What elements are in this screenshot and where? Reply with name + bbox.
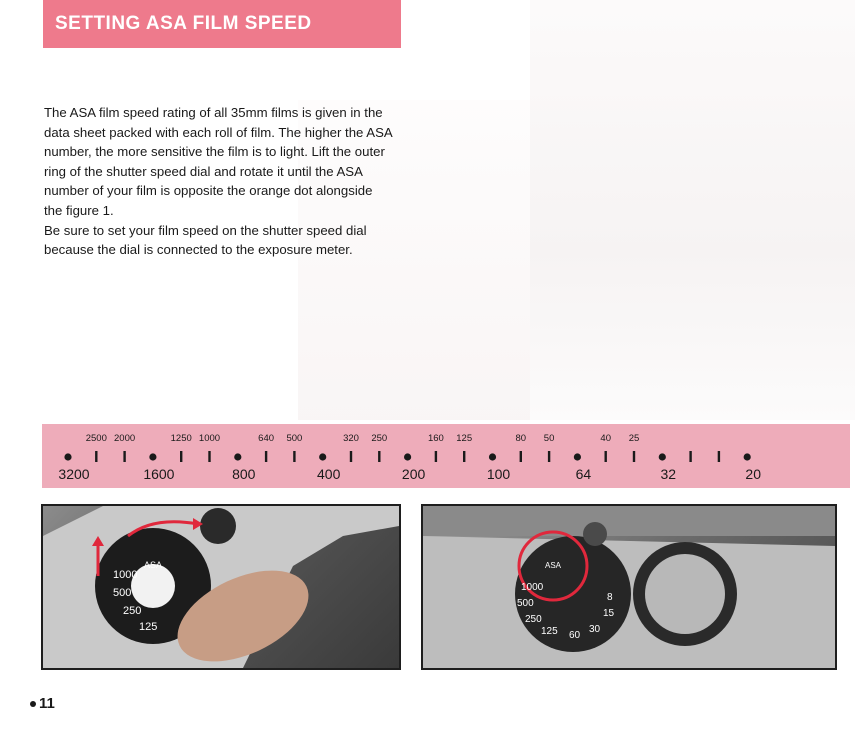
dial-center: [131, 564, 175, 608]
scale-top-label: 250: [371, 433, 388, 444]
dial-label-15: 15: [603, 608, 615, 619]
hot-shoe-contact: [583, 522, 607, 546]
dial-label-8: 8: [607, 592, 613, 603]
body-text: [44, 103, 394, 260]
dial-label-1000: 1000: [521, 582, 544, 593]
asa-scale: [42, 424, 850, 488]
dial-label-30: 30: [589, 624, 601, 635]
page-title: SETTING ASA FILM SPEED: [55, 13, 312, 34]
scale-top-label: 320: [343, 433, 359, 444]
scale-bar-mark: [520, 451, 522, 462]
scale-bar-mark: [605, 451, 607, 462]
scale-bar-mark: [435, 451, 437, 462]
scale-top-label: 125: [456, 433, 473, 444]
scale-bar-mark: [548, 451, 550, 462]
scale-top-label: 2500: [85, 433, 107, 444]
dial-label-250: 250: [525, 614, 542, 625]
scale-bar-mark: [123, 451, 125, 462]
paragraph-2: Be sure to set your film speed on the shutter speed dial because the dial is connected to the exposure meter.: [44, 222, 367, 258]
scale-top-label: 40: [600, 433, 611, 444]
scale-bar-mark: [718, 451, 720, 462]
scale-bar-mark: [95, 451, 97, 462]
scale-dot-mark: [234, 453, 241, 460]
scale-dot-mark: [404, 453, 411, 460]
dial-label-60: 60: [569, 630, 581, 641]
scale-bar-mark: [293, 451, 295, 462]
scale-top-label: 80: [515, 433, 527, 444]
scale-top-label: 640: [258, 433, 275, 444]
title-banner: [43, 0, 401, 48]
scale-bottom-label: 32: [660, 466, 677, 482]
page-number: [30, 695, 55, 712]
bleed-through-area: [530, 0, 855, 420]
scale-bar-mark: [180, 451, 182, 462]
scale-dot-mark: [659, 453, 666, 460]
dial-label-250: 250: [123, 605, 142, 617]
advance-lever-face: [645, 554, 725, 634]
paragraph-1: The ASA film speed rating of all 35mm films is given in the data sheet packed with each roll of film. The higher the ASA number, the more sensitive the film is to light. Lift the outer ring of the shutter speed dial and rotate it until the ASA number of your film is opposite the orange dot alongside the figure 1.: [44, 105, 392, 218]
dial-label-125: 125: [541, 626, 558, 637]
dial-label-500: 500: [113, 587, 132, 599]
dial-label-500: 500: [517, 598, 534, 609]
scale-bar-mark: [689, 451, 691, 462]
scale-top-label: 1250: [170, 433, 192, 444]
photo-right-svg: [423, 506, 835, 668]
asa-scale-strip: [42, 424, 850, 488]
scale-bottom-label: 64: [575, 466, 592, 482]
scale-dot-mark: [64, 453, 71, 460]
scale-dot-mark: [744, 453, 751, 460]
scale-bar-mark: [463, 451, 465, 462]
scale-bottom-label: 3200: [58, 466, 90, 482]
scale-bottom-label: 200: [401, 466, 426, 482]
photo-dial-closeup: [421, 504, 837, 670]
scale-bar-mark: [378, 451, 380, 462]
scale-bar-mark: [350, 451, 352, 462]
scale-bottom-label: 1600: [143, 466, 175, 482]
scale-bottom-label: 400: [317, 466, 341, 482]
scale-top-label: 1000: [198, 433, 221, 444]
scale-bottom-label: 20: [745, 466, 761, 482]
dial-label-1000: 1000: [113, 569, 138, 581]
scale-dot-mark: [489, 453, 496, 460]
scale-bottom-label: 100: [486, 466, 511, 482]
scale-top-label: 25: [628, 433, 640, 444]
camera-top-edge: [423, 506, 835, 536]
scale-bottom-label: 800: [232, 466, 256, 482]
scale-top-label: 50: [543, 433, 555, 444]
scale-bar-mark: [633, 451, 635, 462]
scale-bar-mark: [265, 451, 267, 462]
bullet-dot-icon: [30, 701, 36, 707]
dial-label-asa: ASA: [143, 560, 163, 570]
scale-dot-mark: [149, 453, 156, 460]
page-number-text: 11: [39, 695, 55, 712]
scale-top-label: 160: [427, 433, 444, 444]
dial-label-125: 125: [139, 621, 158, 633]
scale-top-label: 500: [286, 433, 303, 444]
rewind-knob: [200, 508, 236, 544]
dial-label-asa: ASA: [544, 561, 562, 570]
scale-dot-mark: [574, 453, 581, 460]
scale-bar-mark: [208, 451, 210, 462]
scale-top-label: 2000: [114, 433, 136, 444]
photo-left-svg: [43, 506, 399, 668]
photo-lift-dial: [41, 504, 401, 670]
scale-dot-mark: [319, 453, 326, 460]
